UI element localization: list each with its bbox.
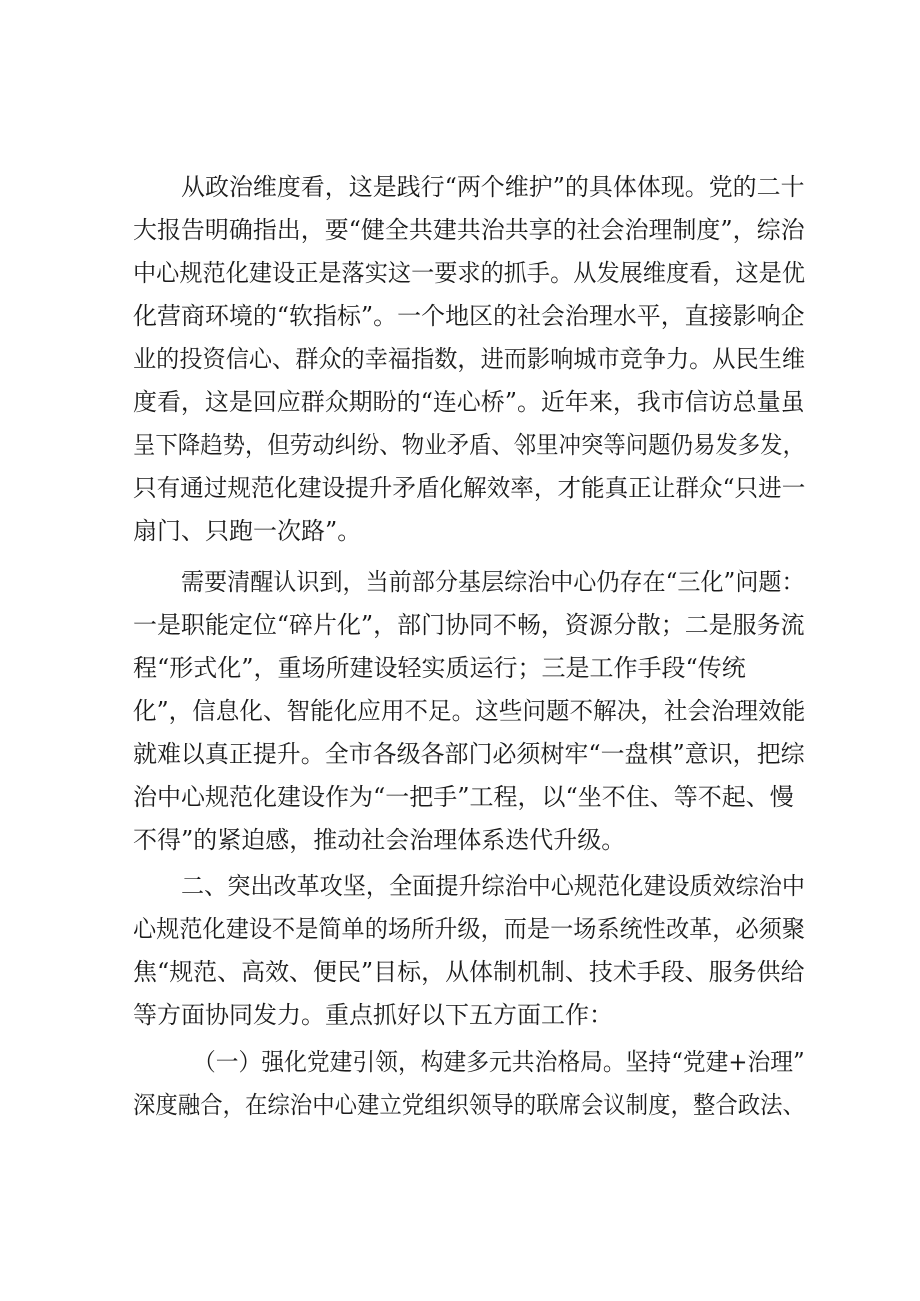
text-line: 等方面协同发力。重点抓好以下五方面工作： (133, 1001, 613, 1029)
text-line: 就难以真正提升。全市各级各部门必须树牢“一盘棋”意识，把综 (133, 740, 805, 768)
text-line: 只有通过规范化建设提升矛盾化解效率，才能真正让群众“只进一 (133, 474, 806, 502)
text-line: 心规范化建设不是简单的场所升级，而是一场系统性改革，必须聚 (133, 915, 805, 943)
text-line: 化”，信息化、智能化应用不足。这些问题不解决，社会治理效能 (133, 697, 806, 725)
text-line: 度看，这是回应群众期盼的“连心桥”。近年来，我市信访总量虽 (133, 388, 805, 416)
text-line: 化营商环境的“软指标”。一个地区的社会治理水平，直接影响企 (133, 302, 805, 330)
text-line: 从政治维度看，这是践行“两个维护”的具体体现。党的二十 (181, 173, 805, 201)
text-line: 程“形式化”，重场所建设轻实质运行；三是工作手段“传统 (133, 654, 746, 682)
text-line: 中心规范化建设正是落实这一要求的抓手。从发展维度看，这是优 (133, 259, 805, 287)
text-line: 焦“规范、高效、便民”目标，从体制机制、技术手段、服务供给 (133, 958, 805, 986)
text-line: 治中心规范化建设作为“一把手”工程，以“坐不住、等不起、慢 (133, 783, 794, 811)
text-line: 扇门、只跑一次路”。 (133, 517, 362, 545)
text-line: 一是职能定位“碎片化”，部门协同不畅，资源分散；二是服务流 (133, 611, 805, 639)
text-line: 业的投资信心、群众的幸福指数，进而影响城市竞争力。从民生维 (133, 345, 805, 373)
text-line: 深度融合，在综治中心建立党组织领导的联席会议制度，整合政法、 (133, 1091, 805, 1119)
text-line: （一）强化党建引领，构建多元共治格局。坚持“党建+治理” (193, 1048, 805, 1076)
text-line: 大报告明确指出，要“健全共建共治共享的社会治理制度”，综治 (133, 216, 805, 244)
text-line: 需要清醒认识到，当前部分基层综治中心仍存在“三化”问题： (181, 568, 805, 596)
text-line: 不得”的紧迫感，推动社会治理体系迭代升级。 (133, 826, 626, 854)
text-line: 二、突出改革攻坚，全面提升综治中心规范化建设质效综治中 (181, 872, 806, 900)
text-line: 呈下降趋势，但劳动纠纷、物业矛盾、邻里冲突等问题仍易发多发， (133, 431, 805, 459)
